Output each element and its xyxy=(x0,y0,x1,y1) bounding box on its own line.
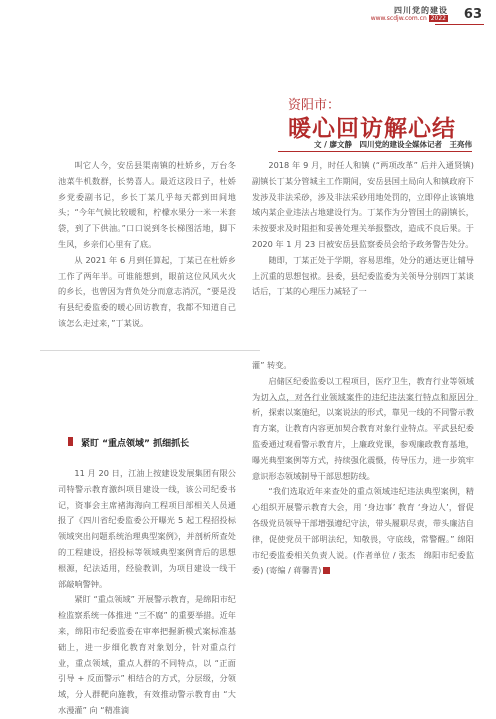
text-column-4 xyxy=(252,358,474,579)
section-divider-left xyxy=(40,350,260,351)
paragraph: 2018 年 9 月，时任人和镇 (“两项改革” 后并入通贤镇) 副镇长丁某分管城主工作期间，安岳县国土局向人和镇政府下发涉及非法采砂，涉及非法采砂用地处罚的，立即停止该镇地域内某企业违法占地建设行为。丁某作为分管国土的副镇长，未按要求及时阻拒和妥善处理关举报整改，造成不良后果。于 2020 年 1 月 23 日被安岳县监察委员会给予政务警告处分。 xyxy=(252,160,474,249)
paragraph: 紧盯 “重点领域” 开展警示教育，是绵阳市纪检监察系统一体推进 “三不腐” 的重要举措。近年来，绵阳市纪委监委在审率把握新模式案标准基础上，进一步细化教育对象划分，针对重点行业，重点领域，重点人群的不同特点，以 “正面引导 + 反面警示” 相结合的方式，分层级，分领域，分人群靶向施教，有效推动警示教育由 “大水漫灌” 向 “精准滴 xyxy=(58,594,236,715)
byline-divider xyxy=(278,151,472,152)
page-number: 63 xyxy=(463,7,482,22)
text-column-2 xyxy=(252,158,474,300)
header-divider xyxy=(435,24,484,25)
text-column-3 xyxy=(58,466,236,719)
end-of-article-square-icon xyxy=(323,567,330,574)
issue-year-badge: 2022 xyxy=(430,15,446,22)
paragraph: 从 2021 年 6 月到任算起，丁某已在杜娇乡工作了两年半。可谁能想到，眼前这位风风火火的乡长，也曾因为背负处分而意志消沉，“要是没有县纪委监委的暖心回访教育，我都不知道自己该怎么走过来，”丁某说。 xyxy=(58,254,236,328)
magazine-url-line xyxy=(371,15,448,22)
paragraph-text: “我们选取近年来查处的重点领域违纪违法典型案例，精心组织开展警示教育大会，用 ‘身边事’ 教育 ‘身边人’，督促各级党员领导干部增强遵纪守法，带头履职尽责，带头廉洁自律，促使党员干部明法纪，知敬畏，守底线，常警醒。” 绵阳市纪委监委相关负责人说。(作者单位 / 张杰 绵阳市纪委监委) (寄编 / 蒋馨青) xyxy=(252,486,474,576)
article-title: 暖心回访解心结 xyxy=(288,115,456,142)
section-heading-marker xyxy=(68,437,73,446)
paragraph: 启储区纪委监委以工程项目，医疗卫生，教育行业等领域为切入点，对各行业领域案件的违纪违法案行特点和原因分析，探索以案施纪，以案说法的形式，靠见一线的不同警示教育方案，让教育内容更加契合教育对象行业特点。平武县纪委监委通过观看警示教育片，上廉政党课，参观廉政教育基地，曝光典型案例等方式，持续强化震慑，传导压力，进一步筑牢意识形态领域制导干部思想防线。 xyxy=(252,375,474,481)
magazine-url[interactable]: www.scdjw.com.cn xyxy=(370,15,427,22)
section-heading: 紧盯 “重点领域” 抓细抓长 xyxy=(81,439,190,449)
article-kicker: 资阳市： xyxy=(288,98,341,113)
text-column-1 xyxy=(58,158,236,332)
paragraph: 随即，丁某正处于学期，容易思维，处分的通达更让辅导上沉重的思想包袱。县委，县纪委监委为关领导分别四丁某谈话后，丁某的心理压力减轻了一 xyxy=(252,254,474,297)
article-byline: 文 / 廖文静 四川党的建设全媒体记者 王亮伟 xyxy=(314,140,472,149)
paragraph: 叫它人今，安岳县渠南镇的杜娇乡，万台冬池菜牛机数群，长势喜人。最近这段日子，杜娇乡党委副书记，乡长丁某几乎每天都到田间地头；“今年气候比较暖和，柠檬水果分一米一米套袋，到了下供油。”口口说到冬长梯图活地，脚下生风，乡亲们心里有了底。 xyxy=(58,160,236,249)
paragraph: 灌” 转变。 xyxy=(252,360,292,370)
magazine-name: 四川党的建设 xyxy=(394,6,448,15)
paragraph-last xyxy=(252,484,474,579)
paragraph: 11 月 20 日，江油上按建设发展集团有限公司特警示教育激纠项目建设一线，该公司纪委书记，资事会主席褚海海向工程项目部相关人员通报了《四川省纪委监委公开曝光 5 起工程招投标领域突出问题系统治理典型案例》，并剖析所查处的工程建设，招投标等领域典型案例背后的思想根源，纪法适用，经验教训，为项目建设一线干部敲响警钟。 xyxy=(58,468,236,589)
